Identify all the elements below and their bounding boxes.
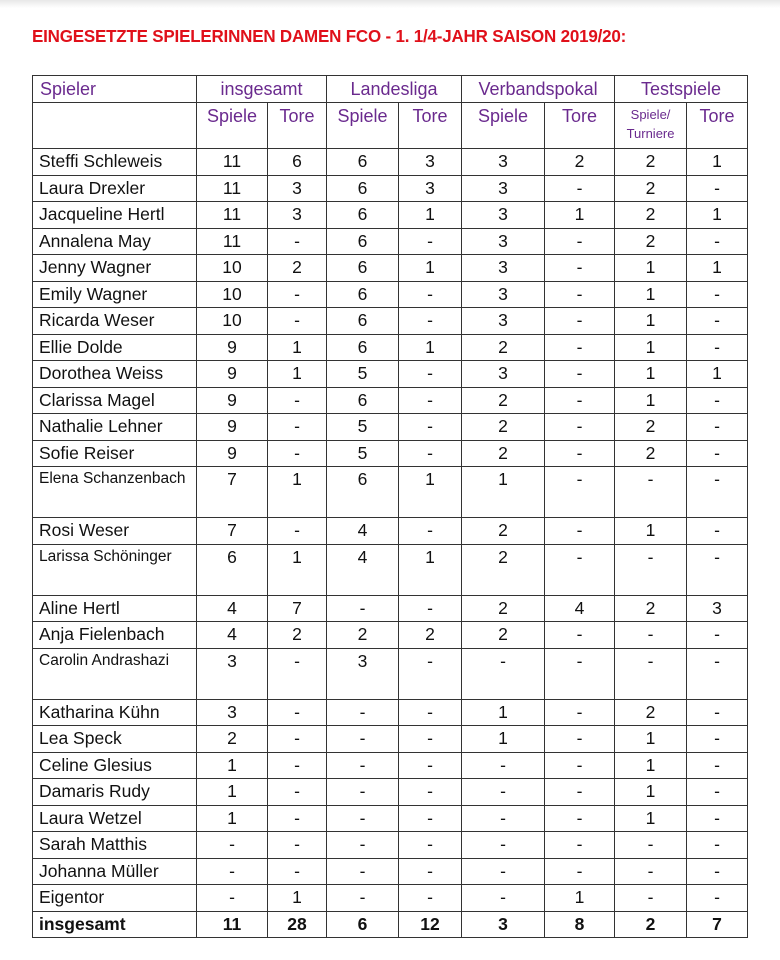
stat-cell: 9: [197, 387, 268, 414]
stat-cell: -: [615, 832, 687, 859]
stat-cell: 2: [399, 622, 462, 649]
table-row: [33, 440, 748, 467]
stat-cell: 4: [197, 622, 268, 649]
stat-cell: 6: [327, 334, 399, 361]
header-player: Spieler: [33, 76, 197, 103]
stat-cell: 2: [615, 175, 687, 202]
stat-cell: 1: [615, 752, 687, 779]
player-name: Laura Wetzel: [33, 805, 197, 832]
stat-cell: -: [615, 544, 687, 595]
stat-cell: 6: [327, 281, 399, 308]
stat-cell: -: [268, 414, 327, 441]
stat-cell: 1: [268, 467, 327, 518]
stat-cell: 3: [268, 175, 327, 202]
table-row: [33, 414, 748, 441]
stat-cell: -: [545, 255, 615, 282]
stat-cell: -: [687, 414, 748, 441]
stat-cell: -: [327, 832, 399, 859]
stat-cell: 3: [197, 648, 268, 699]
stat-cell: -: [615, 885, 687, 912]
stat-cell: -: [268, 726, 327, 753]
stat-cell: 3: [327, 648, 399, 699]
stat-cell: 1: [615, 779, 687, 806]
stat-cell: -: [687, 387, 748, 414]
stat-cell: 3: [462, 202, 545, 229]
stat-cell: 2: [615, 202, 687, 229]
stat-cell: -: [545, 622, 615, 649]
header-group-verbandspokal: Verbandspokal: [462, 76, 615, 103]
stat-cell: -: [545, 699, 615, 726]
stat-cell: -: [615, 858, 687, 885]
player-name: Damaris Rudy: [33, 779, 197, 806]
stat-cell: -: [327, 805, 399, 832]
stat-cell: -: [545, 544, 615, 595]
stat-cell: -: [399, 440, 462, 467]
table-row: [33, 805, 748, 832]
stat-cell: 2: [268, 255, 327, 282]
stat-cell: -: [462, 858, 545, 885]
table-row: [33, 752, 748, 779]
header-subcol: Spiele: [197, 103, 268, 149]
stat-cell: -: [268, 518, 327, 545]
stat-cell: 9: [197, 440, 268, 467]
stat-cell: 1: [687, 202, 748, 229]
stat-cell: -: [687, 518, 748, 545]
stat-cell: -: [327, 779, 399, 806]
stat-cell: -: [545, 467, 615, 518]
table-row: [33, 149, 748, 176]
stat-cell: 1: [545, 202, 615, 229]
player-name: Ellie Dolde: [33, 334, 197, 361]
stat-cell: 11: [197, 228, 268, 255]
stat-cell: 9: [197, 361, 268, 388]
header-group-testspiele: Testspiele: [615, 76, 748, 103]
player-name: Anja Fielenbach: [33, 622, 197, 649]
stat-cell: -: [327, 726, 399, 753]
stat-cell: 8: [545, 911, 615, 938]
stat-cell: -: [399, 832, 462, 859]
stat-cell: 1: [615, 255, 687, 282]
stat-cell: -: [268, 805, 327, 832]
stat-cell: 11: [197, 149, 268, 176]
stat-cell: -: [545, 361, 615, 388]
stat-cell: -: [197, 832, 268, 859]
stat-cell: 1: [462, 726, 545, 753]
stat-cell: 1: [687, 255, 748, 282]
table-row: [33, 467, 748, 518]
header-row-groups: [33, 76, 748, 103]
header-empty: [33, 103, 197, 149]
stat-cell: 1: [687, 361, 748, 388]
stat-cell: -: [615, 622, 687, 649]
player-name: Celine Glesius: [33, 752, 197, 779]
stat-cell: -: [545, 726, 615, 753]
stat-cell: 2: [615, 440, 687, 467]
stat-cell: 6: [197, 544, 268, 595]
header-subcol: Spiele: [462, 103, 545, 149]
header-subcol-spiele-turniere: [615, 103, 687, 149]
stat-cell: -: [545, 228, 615, 255]
stat-cell: 5: [327, 414, 399, 441]
player-name: Eigentor: [33, 885, 197, 912]
stat-cell: -: [197, 885, 268, 912]
stat-cell: 5: [327, 440, 399, 467]
stat-cell: -: [687, 832, 748, 859]
stat-cell: -: [399, 752, 462, 779]
table-row: [33, 518, 748, 545]
table-row: [33, 544, 748, 595]
stat-cell: -: [268, 752, 327, 779]
player-name: Lea Speck: [33, 726, 197, 753]
stat-cell: 2: [197, 726, 268, 753]
stat-cell: -: [197, 858, 268, 885]
stat-cell: 3: [462, 149, 545, 176]
stat-cell: 1: [615, 308, 687, 335]
stat-cell: -: [268, 228, 327, 255]
stat-cell: -: [615, 467, 687, 518]
stat-cell: 3: [687, 595, 748, 622]
table-row: [33, 622, 748, 649]
stat-cell: -: [545, 805, 615, 832]
stat-cell: -: [687, 467, 748, 518]
page-title: EINGESETZTE SPIELERINNEN DAMEN FCO - 1. 1/4-JAHR SAISON 2019/20:: [32, 26, 627, 46]
stat-cell: 6: [327, 149, 399, 176]
player-name: Katharina Kühn: [33, 699, 197, 726]
stat-cell: 1: [399, 467, 462, 518]
stat-cell: 1: [615, 726, 687, 753]
stat-cell: 1: [462, 467, 545, 518]
table-row: [33, 595, 748, 622]
stat-cell: -: [545, 518, 615, 545]
stat-cell: -: [399, 281, 462, 308]
stat-cell: 1: [687, 149, 748, 176]
stat-cell: 6: [327, 467, 399, 518]
stat-cell: 3: [462, 308, 545, 335]
stat-cell: 1: [615, 361, 687, 388]
stat-cell: 2: [615, 911, 687, 938]
total-row: [33, 911, 748, 938]
stat-cell: 2: [462, 544, 545, 595]
stat-cell: -: [399, 726, 462, 753]
stat-cell: -: [399, 228, 462, 255]
player-name: Johanna Müller: [33, 858, 197, 885]
stat-cell: 3: [197, 699, 268, 726]
stat-cell: -: [268, 832, 327, 859]
stat-cell: -: [687, 308, 748, 335]
stat-cell: -: [545, 414, 615, 441]
stat-cell: -: [545, 175, 615, 202]
stat-cell: -: [462, 779, 545, 806]
table-row: [33, 779, 748, 806]
stat-cell: -: [462, 885, 545, 912]
header-group-insgesamt: insgesamt: [197, 76, 327, 103]
stat-cell: -: [687, 885, 748, 912]
header-row-subcols: [33, 103, 748, 149]
player-name: Laura Drexler: [33, 175, 197, 202]
stat-cell: -: [268, 387, 327, 414]
header-subcol: Spiele: [327, 103, 399, 149]
stat-cell: -: [687, 440, 748, 467]
stat-cell: 1: [615, 518, 687, 545]
player-name: Elena Schanzenbach: [33, 467, 197, 518]
stat-cell: 6: [327, 202, 399, 229]
stat-cell: -: [399, 858, 462, 885]
stat-cell: 1: [545, 885, 615, 912]
player-name: Steffi Schleweis: [33, 149, 197, 176]
stat-cell: 1: [615, 805, 687, 832]
player-name: Ricarda Weser: [33, 308, 197, 335]
stat-cell: 6: [327, 255, 399, 282]
stat-cell: 1: [462, 699, 545, 726]
stat-cell: 3: [462, 175, 545, 202]
stat-cell: -: [545, 308, 615, 335]
stat-cell: 7: [197, 518, 268, 545]
stat-cell: 2: [462, 595, 545, 622]
stat-cell: 2: [615, 414, 687, 441]
stat-cell: 28: [268, 911, 327, 938]
stat-cell: -: [268, 308, 327, 335]
stat-cell: -: [399, 308, 462, 335]
table-row: [33, 334, 748, 361]
stat-cell: 11: [197, 175, 268, 202]
table-row: [33, 255, 748, 282]
stat-cell: -: [399, 387, 462, 414]
player-name: Larissa Schöninger: [33, 544, 197, 595]
stat-cell: -: [545, 858, 615, 885]
player-name: Sofie Reiser: [33, 440, 197, 467]
stat-cell: 6: [327, 175, 399, 202]
stat-cell: -: [327, 858, 399, 885]
stat-cell: -: [687, 175, 748, 202]
table-row: [33, 832, 748, 859]
stat-cell: -: [545, 779, 615, 806]
stat-cell: 1: [399, 202, 462, 229]
table-row: [33, 202, 748, 229]
stat-cell: -: [327, 699, 399, 726]
table-row: [33, 858, 748, 885]
table-row: [33, 885, 748, 912]
player-name: Nathalie Lehner: [33, 414, 197, 441]
player-name: Aline Hertl: [33, 595, 197, 622]
stat-cell: -: [687, 752, 748, 779]
stat-cell: -: [268, 779, 327, 806]
stat-cell: -: [545, 334, 615, 361]
player-name: Jacqueline Hertl: [33, 202, 197, 229]
table-row: [33, 175, 748, 202]
stat-cell: 11: [197, 202, 268, 229]
stat-cell: 6: [327, 387, 399, 414]
player-name: Jenny Wagner: [33, 255, 197, 282]
stat-cell: 2: [615, 595, 687, 622]
stat-cell: 1: [197, 752, 268, 779]
stat-cell: 2: [615, 149, 687, 176]
stat-cell: -: [687, 622, 748, 649]
stat-cell: 3: [462, 911, 545, 938]
player-name: Annalena May: [33, 228, 197, 255]
stat-cell: 3: [462, 255, 545, 282]
stat-cell: 6: [327, 911, 399, 938]
stat-cell: 1: [268, 334, 327, 361]
stat-cell: 7: [687, 911, 748, 938]
header-group-landesliga: Landesliga: [327, 76, 462, 103]
stat-cell: -: [687, 228, 748, 255]
header-subcol: Tore: [687, 103, 748, 149]
stat-cell: -: [268, 648, 327, 699]
stat-cell: 3: [399, 175, 462, 202]
stat-cell: 3: [462, 228, 545, 255]
stat-cell: 2: [462, 440, 545, 467]
stat-cell: 3: [462, 361, 545, 388]
table-row: [33, 228, 748, 255]
stat-cell: 9: [197, 414, 268, 441]
stat-cell: -: [327, 885, 399, 912]
stat-cell: 10: [197, 255, 268, 282]
table-row: [33, 648, 748, 699]
stat-cell: 2: [268, 622, 327, 649]
stat-cell: 6: [327, 228, 399, 255]
stat-cell: -: [687, 805, 748, 832]
stat-cell: 7: [197, 467, 268, 518]
stat-cell: -: [462, 648, 545, 699]
header-subcol: Tore: [399, 103, 462, 149]
stat-cell: -: [399, 885, 462, 912]
stat-cell: 2: [615, 228, 687, 255]
stat-cell: -: [687, 544, 748, 595]
stat-cell: -: [615, 648, 687, 699]
player-name: Clarissa Magel: [33, 387, 197, 414]
player-name: Sarah Matthis: [33, 832, 197, 859]
stat-cell: 2: [462, 387, 545, 414]
stat-cell: 2: [545, 149, 615, 176]
stat-cell: 2: [462, 414, 545, 441]
stat-cell: -: [399, 518, 462, 545]
stat-cell: 1: [615, 281, 687, 308]
stat-cell: 6: [327, 308, 399, 335]
table-row: [33, 281, 748, 308]
stat-cell: -: [327, 595, 399, 622]
stat-cell: -: [687, 334, 748, 361]
stat-cell: 4: [545, 595, 615, 622]
stat-cell: 3: [399, 149, 462, 176]
header-subcol-line2: Turniere: [626, 126, 675, 141]
stat-cell: 1: [197, 805, 268, 832]
stat-cell: -: [399, 414, 462, 441]
table-row: [33, 308, 748, 335]
stat-cell: -: [268, 440, 327, 467]
stat-cell: -: [399, 779, 462, 806]
header-subcol-line1: Spiele/: [630, 107, 671, 122]
stat-cell: -: [462, 832, 545, 859]
header-subcol: Tore: [545, 103, 615, 149]
stat-cell: 12: [399, 911, 462, 938]
stat-cell: 3: [268, 202, 327, 229]
stat-cell: -: [268, 699, 327, 726]
stat-cell: -: [399, 595, 462, 622]
stat-cell: 11: [197, 911, 268, 938]
stat-cell: 10: [197, 281, 268, 308]
header-subcol: Tore: [268, 103, 327, 149]
stat-cell: -: [545, 440, 615, 467]
stat-cell: -: [687, 648, 748, 699]
stat-cell: 1: [197, 779, 268, 806]
stat-cell: -: [327, 752, 399, 779]
stat-cell: 2: [327, 622, 399, 649]
stat-cell: -: [268, 281, 327, 308]
stat-cell: -: [545, 648, 615, 699]
table-row: [33, 699, 748, 726]
player-stats-table: [32, 75, 748, 938]
player-name: Rosi Weser: [33, 518, 197, 545]
player-name: Emily Wagner: [33, 281, 197, 308]
stat-cell: 10: [197, 308, 268, 335]
stat-cell: -: [545, 752, 615, 779]
table-body: [33, 149, 748, 938]
stat-cell: 2: [462, 622, 545, 649]
stat-cell: 4: [327, 544, 399, 595]
player-name: Carolin Andrashazi: [33, 648, 197, 699]
stat-cell: -: [268, 858, 327, 885]
stat-cell: 3: [462, 281, 545, 308]
stat-cell: 2: [462, 334, 545, 361]
stat-cell: 1: [399, 334, 462, 361]
stat-cell: -: [687, 699, 748, 726]
stat-cell: 1: [268, 544, 327, 595]
stat-cell: -: [687, 779, 748, 806]
stat-cell: -: [687, 858, 748, 885]
stat-cell: -: [399, 648, 462, 699]
stat-cell: -: [399, 361, 462, 388]
top-shadow: [0, 0, 780, 8]
stat-cell: 1: [399, 255, 462, 282]
stat-cell: -: [399, 805, 462, 832]
player-name: insgesamt: [33, 911, 197, 938]
player-name: Dorothea Weiss: [33, 361, 197, 388]
stat-cell: -: [545, 387, 615, 414]
stat-cell: 2: [615, 699, 687, 726]
stat-cell: 9: [197, 334, 268, 361]
stat-cell: 1: [268, 361, 327, 388]
stat-cell: 7: [268, 595, 327, 622]
stat-cell: -: [462, 805, 545, 832]
stat-cell: -: [462, 752, 545, 779]
table-row: [33, 387, 748, 414]
stat-cell: 6: [268, 149, 327, 176]
table-row: [33, 726, 748, 753]
stat-cell: 5: [327, 361, 399, 388]
stat-cell: -: [545, 281, 615, 308]
stat-cell: -: [687, 281, 748, 308]
stat-cell: 1: [399, 544, 462, 595]
stat-cell: -: [687, 726, 748, 753]
table-row: [33, 361, 748, 388]
stat-cell: 1: [615, 387, 687, 414]
stat-cell: -: [399, 699, 462, 726]
stat-cell: 1: [268, 885, 327, 912]
stat-cell: 1: [615, 334, 687, 361]
stat-cell: 4: [327, 518, 399, 545]
stat-cell: 2: [462, 518, 545, 545]
stat-cell: 4: [197, 595, 268, 622]
stat-cell: -: [545, 832, 615, 859]
